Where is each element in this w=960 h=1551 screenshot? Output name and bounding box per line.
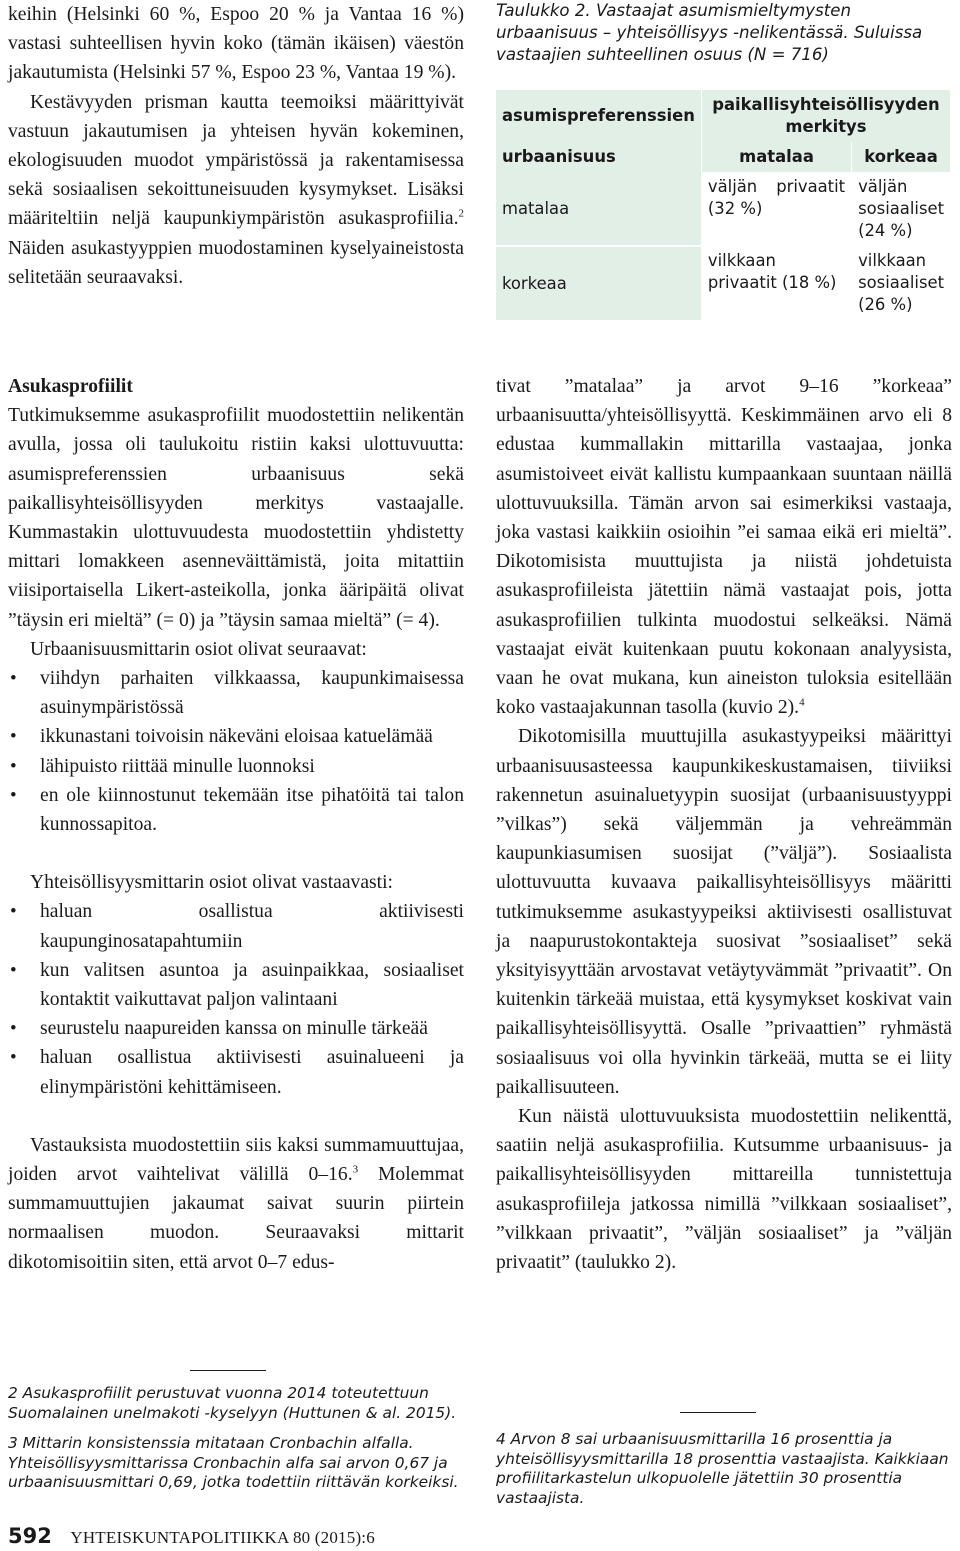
footnote-ref-3: 3 xyxy=(352,1163,359,1176)
paragraph-types: Dikotomisilla muuttujilla asukastyypeiksi määrittyi urbaanisuusasteessa kaupunkikeskustamaisen, tiiviiksi rakennetun asuinaluetyypin suosijat (urbaanisuustyyppi ”vilkas”) sekä väljemmän ja vehreämmän kaupunkiasumisen suosijat (”väljä”). Sosiaalista ulottuvuutta kuvaava paikallisyhteisöllisyys määritti tutkimuksemme asukastyypeiksi aktiivisesti osallistuvat ja naapurustokontakteja suosivat ”sosiaaliset” sekä yksityisyyttään arvostavat vetäytyvämmät ”privaatit”. On kuitenkin tärkeää muistaa, että kysymykset koskivat vain paikallisyhteisöllisyyttä. Osalle ”privaattien” ryhmästä sosiaalisuus voi olla hyvinkin tärkeää, mutta se ei liity paikallisuuteen. xyxy=(496,726,952,1098)
section-heading: Asukasprofiilit xyxy=(8,376,133,397)
table-row-header xyxy=(496,90,701,142)
paragraph-dichotomy xyxy=(496,372,952,722)
table-2 xyxy=(496,90,950,320)
left-column-main xyxy=(8,372,464,1277)
paragraph-themes-text: Kestävyyden prisman kautta teemoiksi määrittyivät vastuun jakautumisen ja yhteisen hyvän kokeminen, ekologisuuden muodot ympäristössä ja rakentamisessa sekä sosiaalisen sekoittuneisuuden kysymykset. Lisäksi määriteltiin neljä kaupunkiympäristön asukasprofiilia. xyxy=(8,91,464,230)
page-footer xyxy=(8,1524,608,1548)
table-row-low: matalaa xyxy=(496,172,701,246)
table-col-header: paikallisyhteisöllisyyden merkitys xyxy=(701,90,950,142)
footnote-4: 4 Arvon 8 sai urbaanisuusmittarilla 16 prosenttia ja yhteisöllisyysmittarilla 18 prosenttia vastaajista. Kaikkiaan profiilitarkastelun ulkopuolelle jätettiin 30 prosenttia vastaajista. xyxy=(496,1430,949,1507)
table-2-block xyxy=(496,0,952,320)
list-item: • seurustelu naapureiden kanssa on minulle tärkeää xyxy=(8,1014,464,1043)
left-column-top xyxy=(8,0,464,292)
row-header-text: asumispreferenssien xyxy=(502,106,695,125)
list-item: • lähipuisto riittää minulle luonnoksi xyxy=(8,752,464,781)
footnote-ref-2: 2 xyxy=(458,207,464,220)
paragraph-themes-tail: Näiden asukastyyppien muodostaminen kyselyaineistosta selitetään seuraavaksi. xyxy=(8,237,464,288)
list-item: • viihdyn parhaiten vilkkaassa, kaupunkimaisessa asuinympäristössä xyxy=(8,664,464,722)
table-cell-low-high: väljän sosiaaliset (24 %) xyxy=(852,172,950,246)
community-items-list xyxy=(8,897,464,1101)
table-row-header-2: urbaanisuus xyxy=(502,147,616,166)
right-column-main xyxy=(496,372,952,1277)
list-item: • kun valitsen asuntoa ja asuinpaikkaa, sosiaaliset kontaktit vaikuttavat paljon valintaani xyxy=(8,956,464,1014)
paragraph-sum-text: Vastauksista muodostettiin siis kaksi summamuuttujaa, joiden arvot vaihtelivat välillä 0–16. xyxy=(8,1134,464,1186)
page-number: 592 xyxy=(8,1524,52,1548)
urban-items-list xyxy=(8,664,464,839)
list-item: • haluan osallistua aktiivisesti asuinalueeni ja elinympäristöni kehittämiseen. xyxy=(8,1043,464,1101)
list-item: • en ole kiinnostunut tekemään itse pihatöitä tai talon kunnossapitoa. xyxy=(8,781,464,839)
paragraph-dichotomy-text: tivat ”matalaa” ja arvot 9–16 ”korkeaa” urbaanisuutta/yhteisöllisyyttä. Keskimmäinen arvo eli 8 edustaa kummallakin mittarilla vastaajaa, jonka asumistoiveet eivät kallistu kumpaankaan suuntaan näillä ulottuvuuksilla. Tämän arvon sai esimerkiksi vastaaja, joka vastasi kaikkiin osioihin ”ei samaa eikä eri mieltä”. Dikotomisista muuttujista ja niistä johdetuista asukasprofiileista jätettiin nämä vastaajat pois, jotta asukasprofiilien tulkinta muodostui selkeäksi. Nämä vastaajat eivät kuitenkaan puutu kokonaan analyysista, vaan he ovat mukana, kun aineiston tuloksia esitellään koko vastaajakunnan tasolla (kuvio 2). xyxy=(496,376,952,719)
list-item: • ikkunastani toivoisin näkeväni eloisaa katuelämää xyxy=(8,722,464,751)
footnote-2: 2 Asukasprofiilit perustuvat vuonna 2014 toteutettuun Suomalainen unelmakoti -kyselyyn (Huttunen & al. 2015). xyxy=(8,1384,457,1422)
footnote-rule-left xyxy=(190,1370,266,1371)
list-item: • haluan osallistua aktiivisesti kaupunginosatapahtumiin xyxy=(8,897,464,955)
paragraph-urban-intro: Urbaanisuusmittarin osiot olivat seuraavat: xyxy=(30,638,367,660)
table-row-high: korkeaa xyxy=(496,246,701,320)
paragraph-intro-end: keihin (Helsinki 60 %, Espoo 20 % ja Vantaa 16 %) vastasi suhteellisen hyvin koko (tämän ikäisen) väestön jakautumista (Helsinki 57 %, Espoo 23 %, Vantaa 19 %). xyxy=(8,4,464,84)
paragraph-profiles: Kun näistä ulottuvuuksista muodostettiin nelikenttä, saatiin neljä asukasprofiilia. Kutsumme urbaanisuus- ja paikallisyhteisöllisyyden mittareilla tunnistettuja asukasprofiileja jatkossa nimillä ”vilkkaan sosiaaliset”, ”vilkkaan privaatit”, ”väljän sosiaaliset” ja ”väljän privaatit” (taulukko 2). xyxy=(496,1106,952,1274)
table-cell-high-high: vilkkaan sosiaaliset (26 %) xyxy=(852,246,950,320)
footnote-3: 3 Mittarin konsistenssia mitataan Cronbachin alfalla. Yhteisöllisyysmittarissa Cronbachin alfa sai arvon 0,67 ja urbaanisuusmittari 0,69, jotka todettiin riittävän korkeiksi. xyxy=(8,1434,459,1491)
table-cell-high-low: vilkkaan privaatit (18 %) xyxy=(701,246,851,320)
paragraph-sum-tail: Molemmat summamuuttujien jakaumat saivat suurin piirtein normaalisen muodon. Seuraavaksi mittarit dikotomisoitiin siten, että arvot 0–7 edus- xyxy=(8,1164,464,1273)
paragraph-themes xyxy=(8,88,464,292)
table-cell-low-low: väljän privaatit (32 %) xyxy=(701,172,851,246)
paragraph-method: Tutkimuksemme asukasprofiilit muodostettiin nelikentän avulla, jossa oli taulukoitu ristiin kaksi ulottuvuutta: asumispreferenssien urbaanisuus sekä paikallisyhteisöllisyyden merkitys vastaajalle. Kummastakin ulottuvuudesta muodostettiin yhdistetty mittari lomakkeen asenneväittämistä, joita mitattiin viisiportaisella Likert-asteikolla, jonka ääripäitä olivat ”täysin eri mieltä” (= 0) ja ”täysin samaa mieltä” (= 4). xyxy=(8,405,464,631)
paragraph-community-intro: Yhteisöllisyysmittarin osiot olivat vastaavasti: xyxy=(30,872,393,894)
paragraph-sum-variables xyxy=(8,1131,464,1277)
footnote-ref-4: 4 xyxy=(799,696,805,709)
table-col-low: matalaa xyxy=(701,142,851,172)
table-col-high: korkeaa xyxy=(852,142,950,172)
journal-name: YHTEISKUNTAPOLITIIKKA 80 (2015):6 xyxy=(70,1528,375,1547)
table-caption: Taulukko 2. Vastaajat asumismieltymysten urbaanisuus – yhteisöllisyys -nelikentässä. Suluissa vastaajien suhteellinen osuus (N = 716) xyxy=(496,1,923,64)
footnote-rule-right xyxy=(680,1412,756,1413)
